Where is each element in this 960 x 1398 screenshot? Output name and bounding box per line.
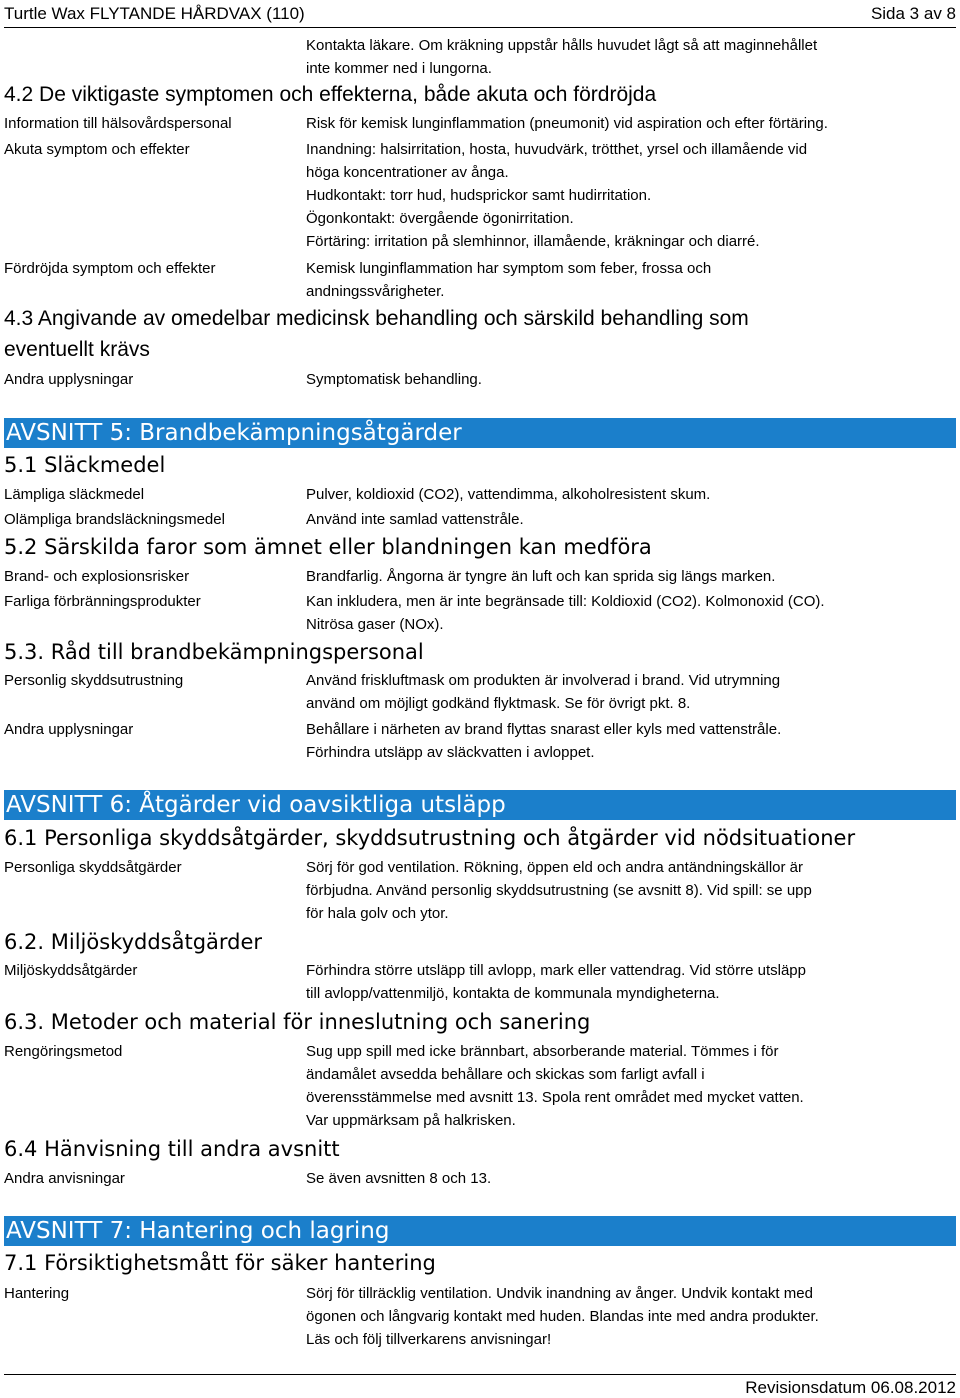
text-line: Behållare i närheten av brand flyttas snarast eller kyls med vattenstråle. xyxy=(306,721,782,738)
text-line: Kan inkludera, men är inte begränsade till: Koldioxid (CO2). Kolmonoxid (CO). xyxy=(306,593,825,610)
text-line: Förtäring: irritation på slemhinnor, illamående, kräkningar och diarré. xyxy=(306,233,760,250)
text-line: ändamålet avsedda behållare och skickas som farligt avfall i xyxy=(306,1066,705,1083)
field-value: Pulver, koldioxid (CO2), vattendimma, alkoholresistent skum. xyxy=(306,486,711,503)
field-value xyxy=(306,856,946,925)
continued-text xyxy=(306,34,817,80)
text-line: använd om möjligt godkänd flyktmask. Se för övrigt pkt. 8. xyxy=(306,695,691,712)
field-label: Farliga förbränningsprodukter xyxy=(4,593,201,610)
section-6-1-heading: 6.1 Personliga skyddsåtgärder, skyddsutrustning och åtgärder vid nödsituationer xyxy=(4,826,856,850)
field-value xyxy=(306,257,946,303)
field-label: Olämpliga brandsläckningsmedel xyxy=(4,511,225,528)
section-7-title: AVSNITT 7: Hantering och lagring xyxy=(6,1218,390,1244)
field-value: Symptomatisk behandling. xyxy=(306,371,482,388)
section-6-4-heading: 6.4 Hänvisning till andra avsnitt xyxy=(4,1137,340,1161)
text-line: förbjudna. Använd personlig skyddsutrustning (se avsnitt 8). Vid spill: se upp xyxy=(306,882,812,899)
field-label: Miljöskyddsåtgärder xyxy=(4,962,138,979)
text-line: överensstämmelse med avsnitt 13. Spola rent området med mycket vatten. xyxy=(306,1089,804,1106)
field-label: Akuta symptom och effekter xyxy=(4,141,190,158)
field-value xyxy=(306,138,946,253)
field-value xyxy=(306,669,946,715)
field-label: Hantering xyxy=(4,1285,70,1302)
field-label: Andra upplysningar xyxy=(4,371,134,388)
field-label: Fördröjda symptom och effekter xyxy=(4,260,216,277)
field-value: Se även avsnitten 8 och 13. xyxy=(306,1170,492,1187)
field-label: Andra upplysningar xyxy=(4,721,134,738)
text-line: Ögonkontakt: övergående ögonirritation. xyxy=(306,210,574,227)
text-line: Sug upp spill med icke brännbart, absorberande material. Tömmes i för xyxy=(306,1043,779,1060)
field-value: Använd inte samlad vattenstråle. xyxy=(306,511,524,528)
text-line: höga koncentrationer av ånga. xyxy=(306,164,509,181)
section-7-bar xyxy=(4,1216,956,1246)
field-label: Brand- och explosionsrisker xyxy=(4,568,190,585)
text-line: till avlopp/vattenmiljö, kontakta de kommunala myndigheterna. xyxy=(306,985,720,1002)
field-value xyxy=(306,959,946,1005)
text-line: Förhindra större utsläpp till avlopp, mark eller vattendrag. Vid större utsläpp xyxy=(306,962,806,979)
text-line: Kemisk lunginflammation har symptom som feber, frossa och xyxy=(306,260,712,277)
text-line: Förhindra utsläpp av släckvatten i avloppet. xyxy=(306,744,595,761)
text-line: Kontakta läkare. Om kräkning uppstår hålls huvudet lågt så att maginnehållet xyxy=(306,37,818,54)
section-6-title: AVSNITT 6: Åtgärder vid oavsiktliga utsläpp xyxy=(6,792,506,818)
document-title: Turtle Wax FLYTANDE HÅRDVAX (110) xyxy=(4,4,305,23)
text-line: Läs och följ tillverkarens anvisningar! xyxy=(306,1331,552,1348)
field-label: Personlig skyddsutrustning xyxy=(4,672,184,689)
text-line: Sörj för god ventilation. Rökning, öppen eld och andra antändningskällor är xyxy=(306,859,803,876)
text-line: Inandning: halsirritation, hosta, huvudvärk, trötthet, yrsel och illamående vid xyxy=(306,141,808,158)
section-5-1-heading: 5.1 Släckmedel xyxy=(4,453,166,477)
section-5-bar xyxy=(4,418,956,448)
section-7-1-heading: 7.1 Försiktighetsmått för säker hantering xyxy=(4,1251,436,1275)
field-value xyxy=(306,1282,946,1351)
text-line: Använd friskluftmask om produkten är involverad i brand. Vid utrymning xyxy=(306,672,781,689)
field-label: Personliga skyddsåtgärder xyxy=(4,859,182,876)
text-line: inte kommer ned i lungorna. xyxy=(306,60,492,77)
field-label: Lämpliga släckmedel xyxy=(4,486,145,503)
section-4-3-heading: 4.3 Angivande av omedelbar medicinsk behandling och särskild behandling som xyxy=(4,307,749,330)
field-value xyxy=(306,590,946,636)
section-6-2-heading: 6.2. Miljöskyddsåtgärder xyxy=(4,930,263,954)
section-5-3-heading: 5.3. Råd till brandbekämpningspersonal xyxy=(4,640,424,664)
text-line: Hudkontakt: torr hud, hudsprickor samt hudirritation. xyxy=(306,187,652,204)
section-6-3-heading: 6.3. Metoder och material för inneslutning och sanering xyxy=(4,1010,591,1034)
field-value xyxy=(306,1040,946,1132)
field-value: Brandfarlig. Ångorna är tyngre än luft och kan sprida sig längs marken. xyxy=(306,568,776,585)
section-4-3-heading-cont: eventuellt krävs xyxy=(4,338,150,361)
text-line: andningssvårigheter. xyxy=(306,283,445,300)
text-line: Var uppmärksam på halkrisken. xyxy=(306,1112,516,1129)
text-line: för hala golv och ytor. xyxy=(306,905,449,922)
text-line: Sörj för tillräcklig ventilation. Undvik inandning av ånger. Undvik kontakt med xyxy=(306,1285,813,1302)
section-6-bar xyxy=(4,790,956,820)
section-5-title: AVSNITT 5: Brandbekämpningsåtgärder xyxy=(6,420,462,446)
page-number: Sida 3 av 8 xyxy=(870,4,956,23)
header-divider xyxy=(4,27,956,28)
section-5-2-heading: 5.2 Särskilda faror som ämnet eller blandningen kan medföra xyxy=(4,535,652,559)
field-value xyxy=(306,718,946,764)
field-label: Rengöringsmetod xyxy=(4,1043,123,1060)
section-4-2-heading: 4.2 De viktigaste symptomen och effekterna, både akuta och fördröjda xyxy=(4,83,657,106)
text-line: ögonen och långvarig kontakt med huden. Blandas inte med andra produkter. xyxy=(306,1308,819,1325)
footer-divider xyxy=(4,1374,956,1375)
field-label: Information till hälsovårdspersonal xyxy=(4,115,232,132)
revision-date: Revisionsdatum 06.08.2012 xyxy=(745,1378,956,1397)
text-line: Nitrösa gaser (NOx). xyxy=(306,616,444,633)
field-label: Andra anvisningar xyxy=(4,1170,125,1187)
field-value: Risk för kemisk lunginflammation (pneumonit) vid aspiration och efter förtäring. xyxy=(306,115,828,132)
